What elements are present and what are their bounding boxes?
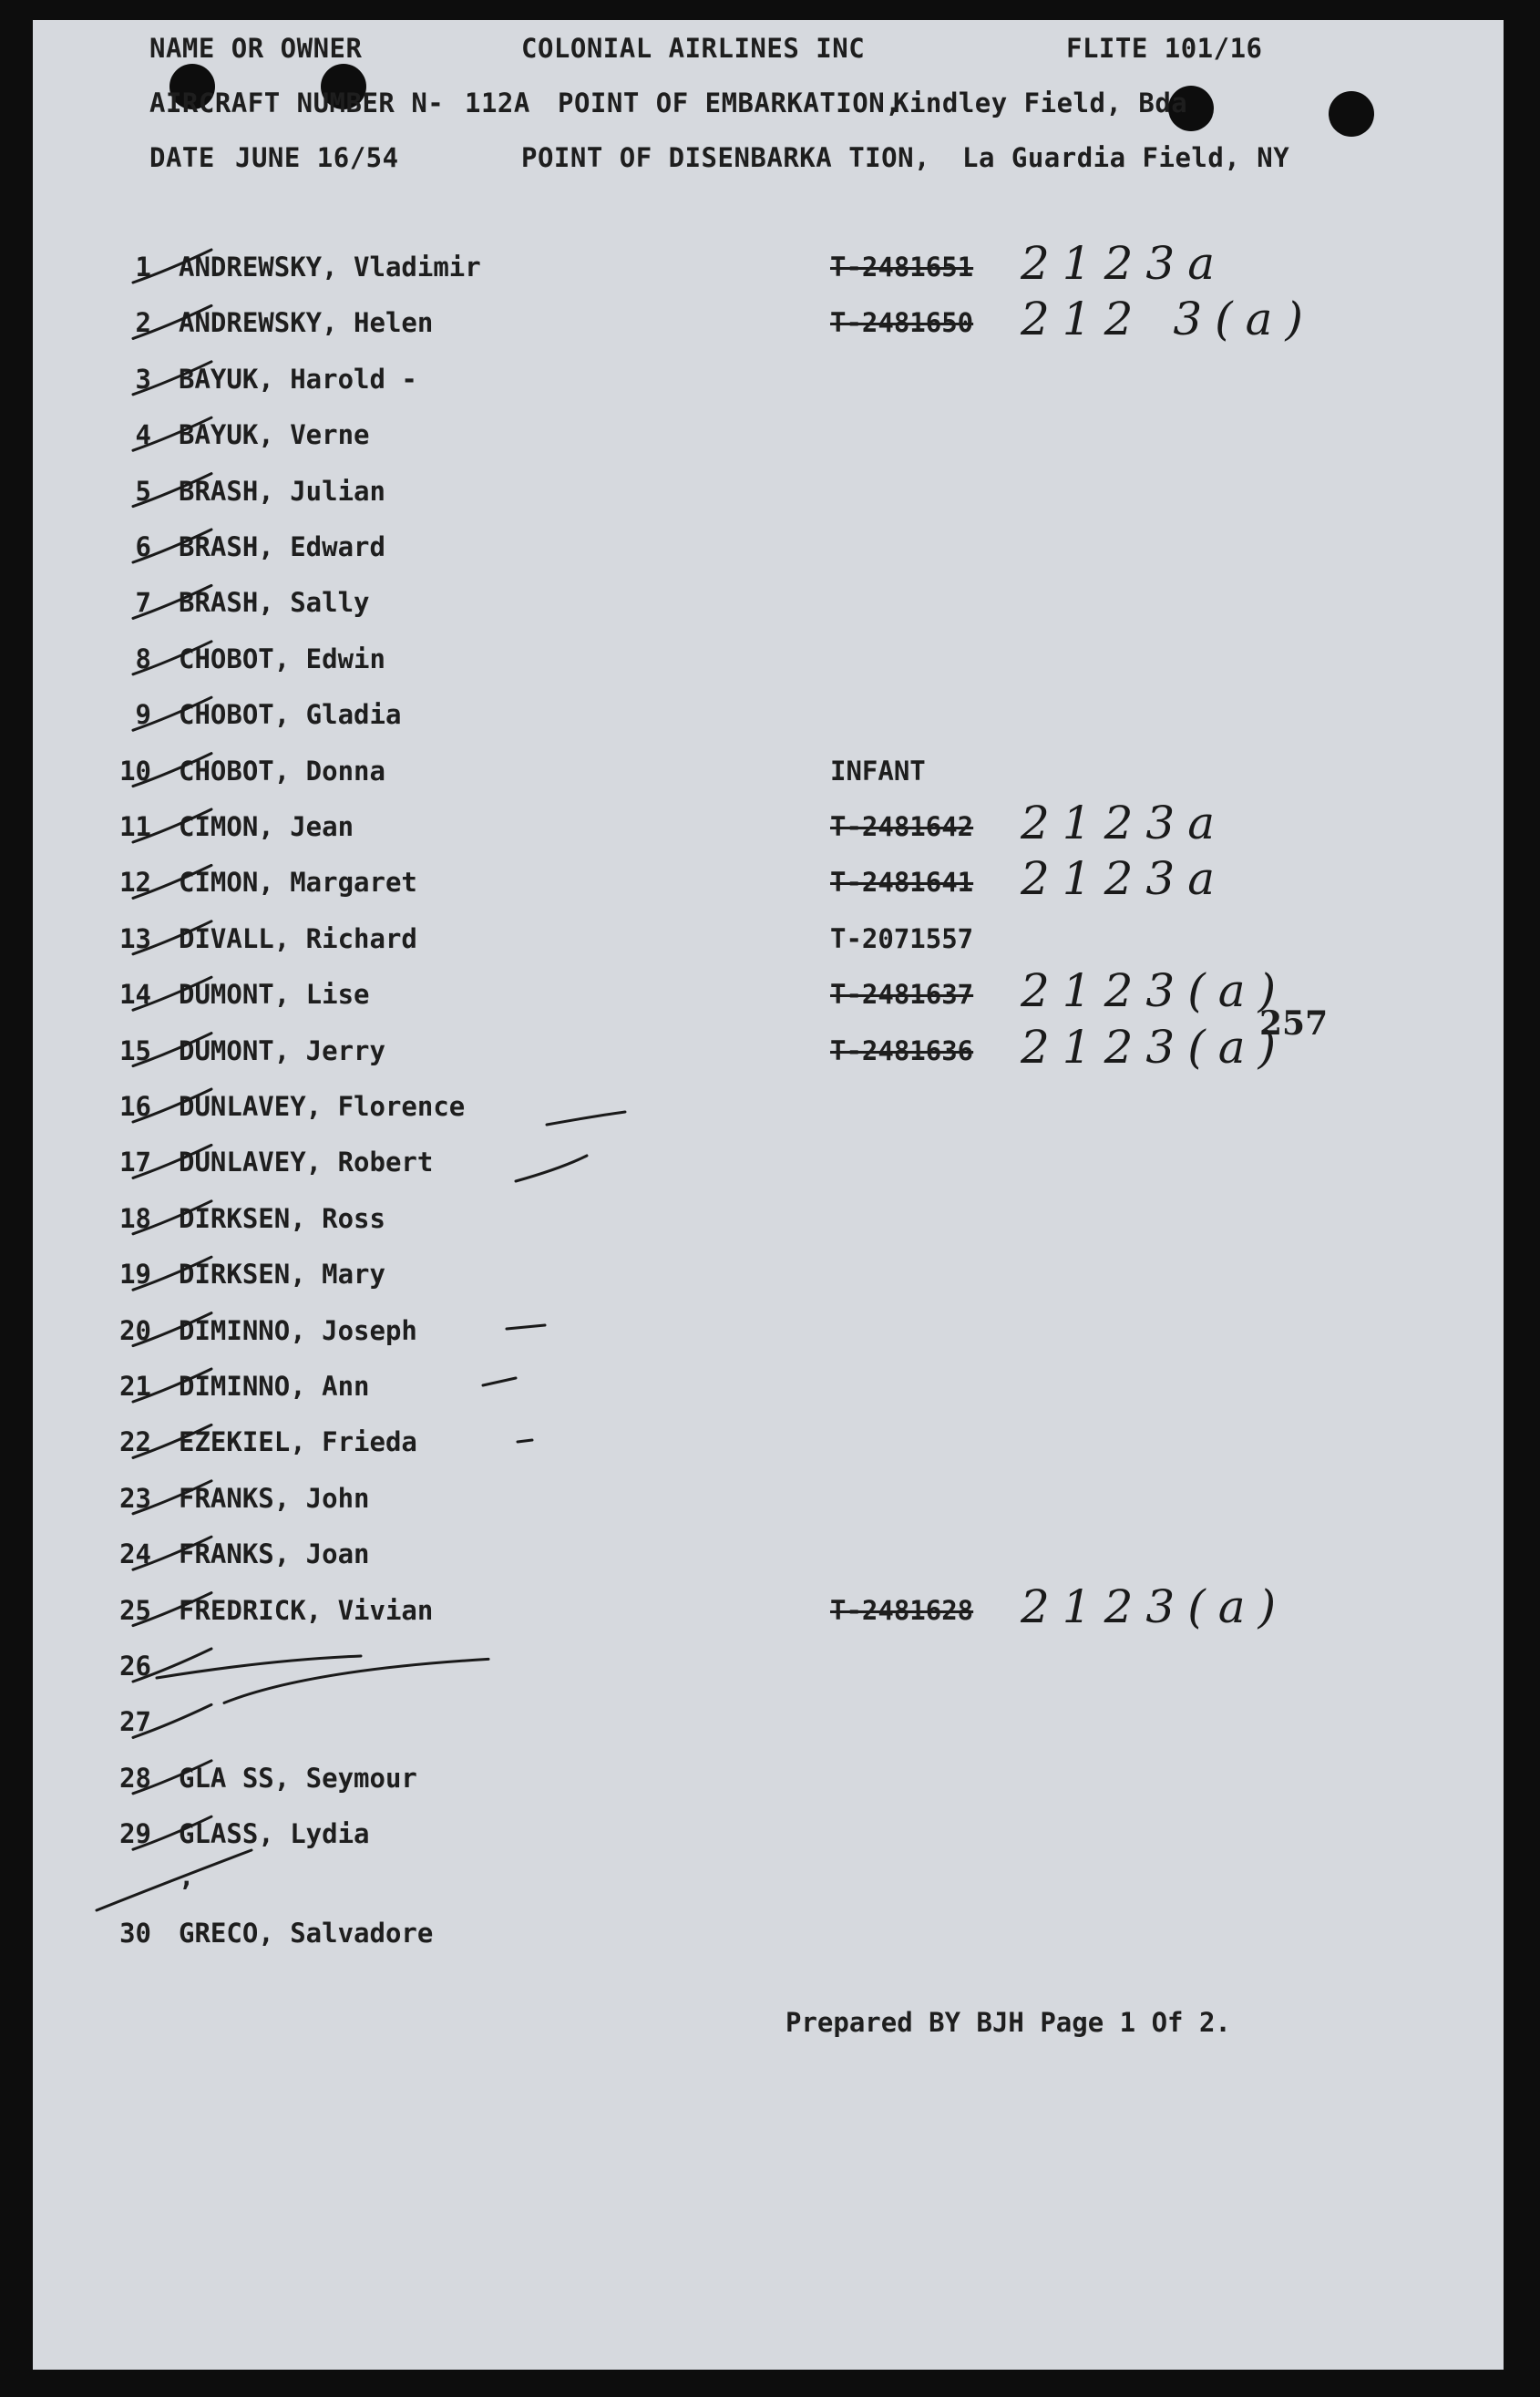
passenger-name: DIMINNO, Ann (179, 1371, 370, 1402)
passenger-number: 3 (135, 363, 151, 395)
passenger-name: GLA SS, Seymour (179, 1762, 417, 1794)
passenger-number: 1 (135, 252, 151, 283)
ticket-number: INFANT (830, 755, 926, 787)
check-stroke (547, 1112, 625, 1125)
passenger-name: EZEKIEL, Frieda (179, 1426, 417, 1458)
date-value: JUNE 16/54 (235, 142, 399, 173)
passenger-number: 8 (135, 643, 151, 674)
passenger-number: 5 (135, 475, 151, 507)
passenger-number: 18 (119, 1202, 151, 1234)
handwritten-note: 2123a (1021, 237, 1228, 290)
check-stroke (516, 1156, 587, 1181)
aircraft-label: AIRCRAFT NUMBER N- (149, 87, 445, 118)
handwritten-note: 2123(a) (1021, 964, 1289, 1018)
passenger-name: DIVALL, Richard (179, 922, 417, 954)
passenger-number: 16 (119, 1091, 151, 1122)
passenger-name: FREDRICK, Vivian (179, 1594, 434, 1626)
page-stamp-number: 257 (1259, 1004, 1329, 1043)
passenger-number: 9 (135, 699, 151, 731)
passenger-name: DUNLAVEY, Robert (179, 1147, 434, 1178)
passenger-name: BAYUK, Verne (179, 419, 370, 451)
owner-value: COLONIAL AIRLINES INC (521, 33, 866, 64)
passenger-number: 26 (119, 1651, 151, 1682)
passenger-name: , (179, 1861, 195, 1892)
passenger-number: 15 (119, 1034, 151, 1066)
ticket-number: T-2481637 (830, 979, 974, 1011)
passenger-name: FRANKS, Joan (179, 1538, 370, 1570)
ticket-number: T-2481651 (830, 252, 974, 283)
passenger-name: DIRKSEN, Mary (179, 1259, 385, 1291)
ticket-number: T-2071557 (830, 922, 974, 954)
passenger-name: BRASH, Edward (179, 531, 385, 562)
passenger-name: DIRKSEN, Ross (179, 1202, 385, 1234)
handwritten-note: 2123(a) (1021, 1020, 1289, 1074)
embark-value: Kindley Field, Bda (893, 87, 1188, 118)
punch-hole (1329, 91, 1374, 137)
passenger-name: GLASS, Lydia (179, 1818, 370, 1850)
passenger-name: CHOBOT, Edwin (179, 643, 385, 674)
passenger-name: BRASH, Sally (179, 587, 370, 619)
passenger-number: 23 (119, 1482, 151, 1514)
passenger-number: 17 (119, 1147, 151, 1178)
passenger-number: 2 (135, 307, 151, 339)
check-stroke (483, 1378, 516, 1385)
passenger-number: 6 (135, 531, 151, 562)
passenger-number: 30 (119, 1918, 151, 1949)
check-stroke (224, 1659, 488, 1703)
flight-number: FLITE 101/16 (1066, 33, 1263, 64)
passenger-number: 7 (135, 587, 151, 619)
passenger-number: 29 (119, 1818, 151, 1850)
handwritten-note: 2123a (1021, 797, 1228, 849)
passenger-name: BRASH, Julian (179, 475, 385, 507)
manifest-page (33, 20, 1504, 2370)
passenger-number: 10 (119, 755, 151, 787)
passenger-name: DIMINNO, Joseph (179, 1314, 417, 1346)
passenger-number: 21 (119, 1371, 151, 1402)
handwritten-note: 212 3(a) (1021, 293, 1316, 346)
passenger-number: 14 (119, 979, 151, 1011)
ticket-number: T-2481642 (830, 811, 974, 842)
passenger-name: CHOBOT, Donna (179, 755, 385, 787)
check-stroke (157, 1656, 361, 1678)
passenger-name: BAYUK, Harold - (179, 363, 417, 395)
passenger-number: 19 (119, 1259, 151, 1291)
passenger-name: DUNLAVEY, Florence (179, 1091, 466, 1122)
passenger-name: ANDREWSKY, Vladimir (179, 252, 481, 283)
handwritten-note: 2123a (1021, 852, 1228, 906)
owner-label: NAME OR OWNER (149, 33, 363, 64)
ticket-number: T-2481650 (830, 307, 974, 339)
ticket-number: T-2481628 (830, 1594, 974, 1626)
passenger-name: GRECO, Salvadore (179, 1918, 434, 1949)
disembark-value: La Guardia Field, NY (962, 142, 1290, 173)
check-stroke (507, 1325, 545, 1329)
check-stroke (518, 1440, 532, 1442)
disembark-label: POINT OF DISENBARKA TION, (521, 142, 930, 173)
prepared-by-footer: Prepared BY BJH Page 1 Of 2. (785, 2007, 1231, 2038)
passenger-number: 25 (119, 1594, 151, 1626)
passenger-number: 24 (119, 1538, 151, 1570)
passenger-name: FRANKS, John (179, 1482, 370, 1514)
passenger-name: DUMONT, Lise (179, 979, 370, 1011)
passenger-name: CIMON, Jean (179, 811, 354, 842)
handwritten-note: 2123(a) (1021, 1579, 1289, 1633)
check-stroke (97, 1850, 252, 1910)
passenger-number: 27 (119, 1706, 151, 1738)
passenger-number: 13 (119, 922, 151, 954)
embark-label: POINT OF EMBARKATION, (558, 87, 902, 118)
ticket-number: T-2481641 (830, 867, 974, 899)
passenger-name: CIMON, Margaret (179, 867, 417, 899)
passenger-number: 22 (119, 1426, 151, 1458)
passenger-name: DUMONT, Jerry (179, 1034, 385, 1066)
passenger-name: ANDREWSKY, Helen (179, 307, 434, 339)
passenger-number: 12 (119, 867, 151, 899)
passenger-name: CHOBOT, Gladia (179, 699, 402, 731)
passenger-number: 20 (119, 1314, 151, 1346)
passenger-number: 28 (119, 1762, 151, 1794)
passenger-number: 11 (119, 811, 151, 842)
aircraft-value: 112A (465, 87, 530, 118)
date-label: DATE (149, 142, 215, 173)
ticket-number: T-2481636 (830, 1034, 974, 1066)
passenger-number: 4 (135, 419, 151, 451)
